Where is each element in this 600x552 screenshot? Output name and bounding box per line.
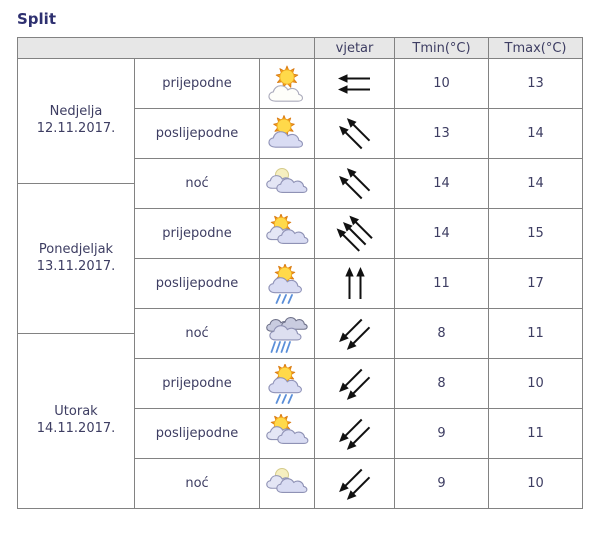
period-cell: poslijepodne [135,259,260,309]
moon-clouds-icon [265,164,309,204]
period-cell: prijepodne [135,209,260,259]
wind-arrow-SW-icon [332,461,378,507]
wind-cell [315,409,395,459]
wind-arrow-SW-icon [332,411,378,457]
day-cell [18,334,135,509]
tmax-value: 10 [489,359,583,409]
tmax-value: 15 [489,209,583,259]
period-cell: noć [135,309,260,359]
tmax-value: 10 [489,459,583,509]
wind-arrow-W-icon [332,61,378,107]
tmax-value: 14 [489,159,583,209]
tmin-value: 9 [395,409,489,459]
day-date: 14.11.2017. [36,421,116,436]
header-tmin: Tmin(°C) [395,38,489,59]
header-tmax: Tmax(°C) [489,38,583,59]
day-date: 13.11.2017. [36,258,116,274]
weather-icon-cell [260,359,315,409]
day-cell [18,184,135,334]
tmin-value: 14 [395,159,489,209]
wind-cell [315,109,395,159]
sun-cloud-rain-icon [265,364,309,404]
period-cell: noć [135,159,260,209]
table-header-row [18,38,583,59]
period-cell: noć [135,459,260,509]
table-row [18,59,583,84]
tmax-value: 17 [489,259,583,309]
wind-cell [315,459,395,509]
wind-cell [315,359,395,409]
sun-cloud-icon [265,114,309,154]
wind-arrow-SW-icon [332,311,378,357]
moon-clouds-icon [265,464,309,504]
weather-icon-cell [260,259,315,309]
weather-icon-cell [260,159,315,209]
period-cell: poslijepodne [135,109,260,159]
tmin-value: 8 [395,359,489,409]
sun-small-cloud-icon [265,64,309,104]
period-cell: prijepodne [135,359,260,409]
wind-cell [315,59,395,109]
weather-icon-cell [260,459,315,509]
period-cell: poslijepodne [135,409,260,459]
header-wind: vjetar [315,38,395,59]
wind-arrow-SW-icon [332,361,378,407]
tmax-value: 11 [489,409,583,459]
wind-arrow-NW-icon [332,161,378,207]
wind-cell [315,309,395,359]
day-cell [18,59,135,184]
weather-icon-cell [260,109,315,159]
day-date: 12.11.2017. [36,121,116,136]
tmin-value: 8 [395,309,489,359]
tmin-value: 10 [395,59,489,109]
weather-icon-cell [260,59,315,109]
sun-clouds-icon [265,214,309,254]
weather-icon-cell [260,309,315,359]
wind-arrow-NW-icon [332,211,378,257]
forecast-table [17,37,583,509]
tmin-value: 9 [395,459,489,509]
clouds-rain-icon [265,314,309,354]
day-name: Ponedjeljak [38,241,114,257]
wind-cell [315,209,395,259]
page-title: Split [17,10,56,28]
tmax-value: 14 [489,109,583,159]
wind-arrow-NW-icon [332,111,378,157]
weather-icon-cell [260,209,315,259]
day-name: Nedjelja [49,104,103,120]
tmax-value: 13 [489,59,583,109]
tmin-value: 11 [395,259,489,309]
wind-cell [315,159,395,209]
weather-icon-cell [260,409,315,459]
sun-cloud-rain-icon [265,264,309,304]
tmax-value: 11 [489,309,583,359]
wind-arrow-N-icon [332,261,378,307]
period-cell: prijepodne [135,59,260,109]
sun-clouds-icon [265,414,309,454]
tmin-value: 13 [395,109,489,159]
day-name: Utorak [54,404,98,420]
header-spacer [18,38,315,59]
tmin-value: 14 [395,209,489,259]
wind-cell [315,259,395,309]
